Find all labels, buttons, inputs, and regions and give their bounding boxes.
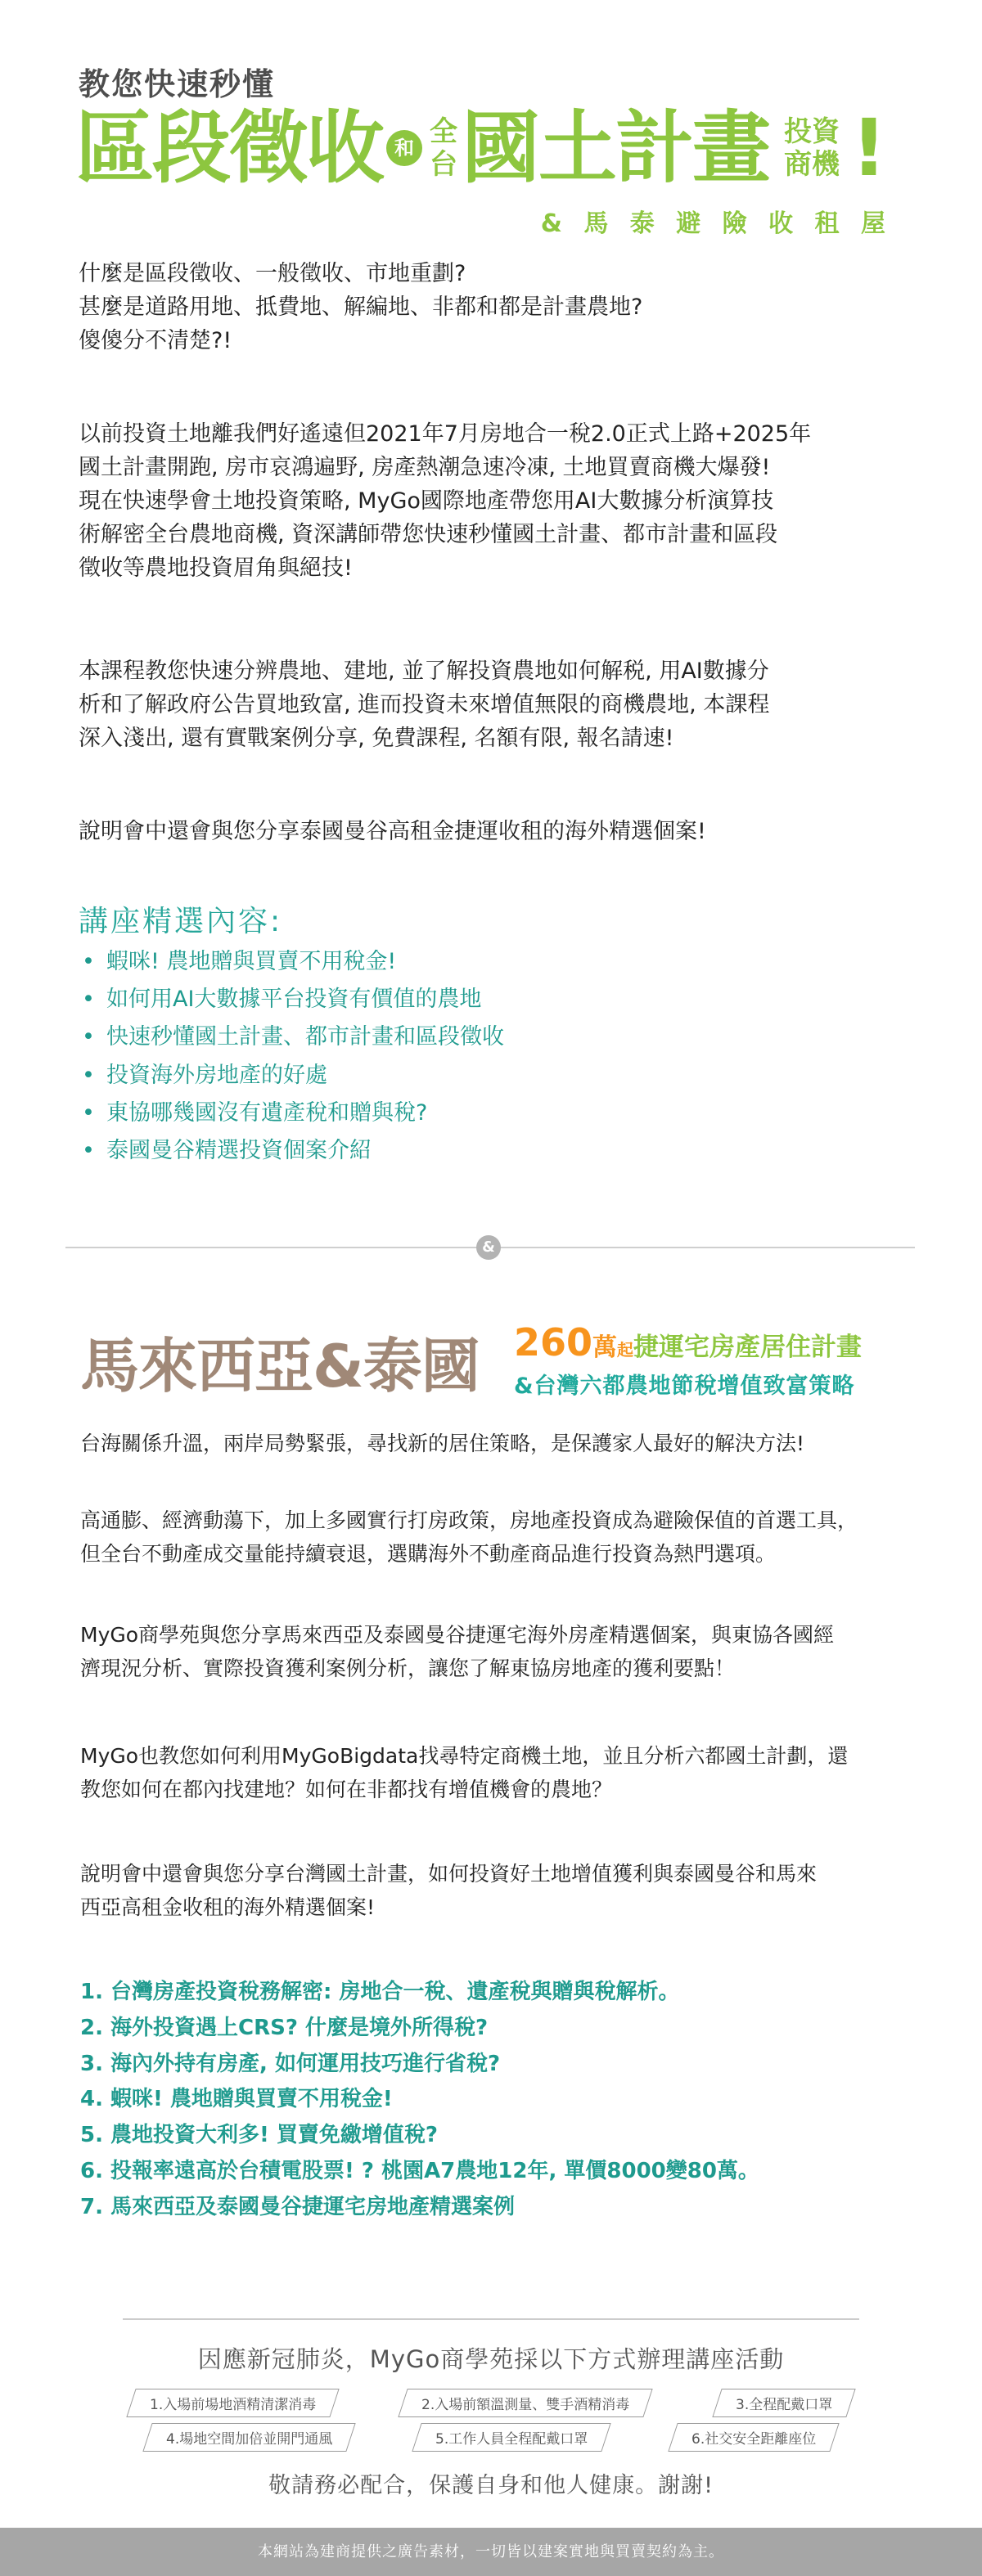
- list-item: 7. 馬來西亞及泰國曼谷捷運宅房地產精選案例: [80, 2194, 516, 2219]
- hero-title-part1: 區段徵收: [75, 102, 383, 194]
- hero-title-part2: 國土計畫: [462, 102, 769, 194]
- list-item: • 快速秒懂國土計畫、都市計畫和區段徵收: [82, 1018, 504, 1056]
- paragraph-line: 說明會中還會與您分享台灣國土計畫，如何投資好土地增值獲利與泰國曼谷和馬來: [80, 1862, 818, 1886]
- invest-stack: [773, 115, 851, 181]
- list-item: 2. 海外投資遇上CRS? 什麼是境外所得稅?: [80, 2015, 489, 2040]
- paragraph-line: MyGo也教您如何利用MyGoBigdata找尋特定商機土地，並且分析六都國土計劃，還: [80, 1744, 849, 1768]
- list-item: 4. 蝦咪! 農地贈與買賣不用稅金!: [80, 2087, 393, 2112]
- quanhe-top: 全: [430, 115, 457, 148]
- notice-tag: 3.全程配戴口罩: [712, 2389, 856, 2417]
- list-item: 5. 農地投資大利多! 買賣免繳增值稅?: [80, 2123, 439, 2148]
- footer-disclaimer: 本網站為建商提供之廣告素材，一切皆以建案實地與買賣契約為主。: [0, 2528, 982, 2576]
- intro-paragraph-2: [79, 417, 913, 585]
- section2-paragraph-3: [80, 1618, 915, 1685]
- section2-subtitle: &台灣六都農地節稅增值致富策略: [514, 1373, 855, 1399]
- intro-line: 傻傻分不清楚?!: [79, 328, 232, 353]
- section2-title: 馬來西亞&泰國: [80, 1332, 480, 1400]
- list-item: 6. 投報率遠高於台積電股票! ? 桃園A7農地12年, 單價8000變80萬。: [80, 2158, 759, 2183]
- bullet-dot: •: [82, 1024, 95, 1050]
- notice-title: 因應新冠肺炎，MyGo商學苑採以下方式辦理講座活動: [197, 2345, 785, 2373]
- price-suffix: 起: [617, 1340, 634, 1360]
- notice-tag: 1.入場前場地酒精清潔消毒: [126, 2389, 340, 2417]
- paragraph-line: 濟現況分析、實際投資獲利案例分析，讓您了解東協房地產的獲利要點！: [80, 1657, 736, 1680]
- intro-line: 現在快速學會土地投資策略, MyGo國際地產帶您用AI大數據分析演算技: [79, 488, 774, 514]
- notice-divider: [123, 2318, 859, 2320]
- price-value: 260: [514, 1320, 593, 1364]
- bullet-dot: •: [82, 1062, 95, 1088]
- list-item: • 蝦咪! 農地贈與買賣不用稅金!: [82, 943, 504, 981]
- quanhe-bottom: 台: [430, 148, 457, 181]
- section2-paragraph-2: [80, 1504, 915, 1571]
- paragraph-line: 高通膨、經濟動蕩下，加上多國實行打房政策，房地產投資成為避險保值的首選工具，: [80, 1508, 858, 1532]
- bullet-dot: •: [82, 1099, 95, 1126]
- invest-bottom: 商機: [784, 148, 840, 181]
- hero-eyebrow: 教您快速秒懂: [79, 66, 276, 102]
- section2-price-line: [514, 1320, 862, 1364]
- intro-line: 本課程教您快速分辨農地、建地, 並了解投資農地如何解税, 用AI數據分: [79, 659, 769, 684]
- list-item: • 如何用AI大數據平台投資有價值的農地: [82, 981, 504, 1018]
- notice-tags-row-2: [131, 2423, 851, 2452]
- notice-tags-row-1: [131, 2389, 851, 2417]
- plan-name: 捷運宅房產居住計畫: [633, 1333, 863, 1362]
- numbered-topic-list: [80, 1975, 759, 2226]
- hero-subtitle: & 馬 泰 避 險 收 租 屋: [540, 209, 892, 238]
- list-item: • 泰國曼谷精選投資個案介紹: [82, 1132, 504, 1170]
- paragraph-line: MyGo商學苑與您分享馬來西亞及泰國曼谷捷運宅海外房產精選個案，與東協各國經: [80, 1623, 835, 1647]
- bullet-dot: •: [82, 1138, 95, 1164]
- intro-paragraph-1: [79, 257, 913, 357]
- notice-tag: 4.場地空間加倍並開門通風: [142, 2423, 356, 2452]
- list-item: • 東協哪幾國沒有遺產稅和贈與稅?: [82, 1095, 504, 1132]
- intro-paragraph-3: [79, 654, 913, 755]
- bullet-dot: •: [82, 987, 95, 1013]
- paragraph-line: 西亞高租金收租的海外精選個案!: [80, 1895, 376, 1919]
- hero-title: [75, 103, 887, 201]
- notice-tag: 6.社交安全距離座位: [668, 2423, 840, 2452]
- quanhe-stack: [426, 115, 462, 181]
- intro-paragraph-4: 說明會中還會與您分享泰國曼谷高租金捷運收租的海外精選個案!: [79, 819, 706, 844]
- intro-line: 國土計畫開跑, 房市哀鴻遍野, 房產熱潮急速冷凍, 土地買賣商機大爆發!: [79, 455, 771, 480]
- highlights-list: [82, 943, 504, 1170]
- section2-paragraph-5: [80, 1857, 915, 1924]
- intro-line: 什麼是區段徵收、一般徵收、市地重劃?: [79, 261, 466, 286]
- intro-line: 以前投資土地離我們好遙遠但2021年7月房地合一稅2.0正式上路+2025年: [79, 421, 812, 447]
- section2-paragraph-1: 台海關係升溫，兩岸局勢緊張，尋找新的居住策略，是保護家人最好的解決方法!: [80, 1432, 805, 1455]
- paragraph-line: 教您如何在都內找建地？如何在非都找有增值機會的農地？: [80, 1778, 613, 1801]
- intro-line: 徵收等農地投資眉角與絕技!: [79, 555, 353, 581]
- bullet-dot: •: [82, 949, 95, 974]
- price-unit: 萬: [592, 1333, 618, 1362]
- invest-top: 投資: [784, 115, 840, 148]
- notice-closing: 敬請務必配合，保護自身和他人健康。謝謝!: [268, 2473, 714, 2498]
- highlights-heading: 講座精選內容:: [79, 905, 283, 938]
- notice-tag: 2.入場前額溫測量、雙手酒精消毒: [399, 2389, 654, 2417]
- divider-and-badge: &: [476, 1235, 501, 1260]
- list-item: 3. 海內外持有房產, 如何運用技巧進行省稅?: [80, 2051, 501, 2076]
- intro-line: 甚麼是道路用地、抵費地、解編地、非都和都是計畫農地?: [79, 294, 643, 320]
- and-circle-badge: 和: [386, 130, 422, 166]
- list-item: • 投資海外房地產的好處: [82, 1057, 504, 1095]
- list-item: 1. 台灣房產投資稅務解密: 房地合一稅、遺產稅與贈與稅解析。: [80, 1980, 680, 2004]
- section2-paragraph-4: [80, 1739, 915, 1806]
- intro-line: 析和了解政府公告買地致富, 進而投資未來增值無限的商機農地, 本課程: [79, 692, 770, 717]
- notice-tag: 5.工作人員全程配戴口罩: [412, 2423, 612, 2452]
- paragraph-line: 但全台不動產成交量能持續衰退，選購海外不動產商品進行投資為熱門選項。: [80, 1542, 777, 1566]
- intro-line: 術解密全台農地商機, 資深講師帶您快速秒懂國土計畫、都市計畫和區段: [79, 522, 778, 547]
- intro-line: 深入淺出, 還有實戰案例分享, 免費課程, 名額有限, 報名請速!: [79, 726, 674, 751]
- hero-exclaim: !: [851, 102, 887, 194]
